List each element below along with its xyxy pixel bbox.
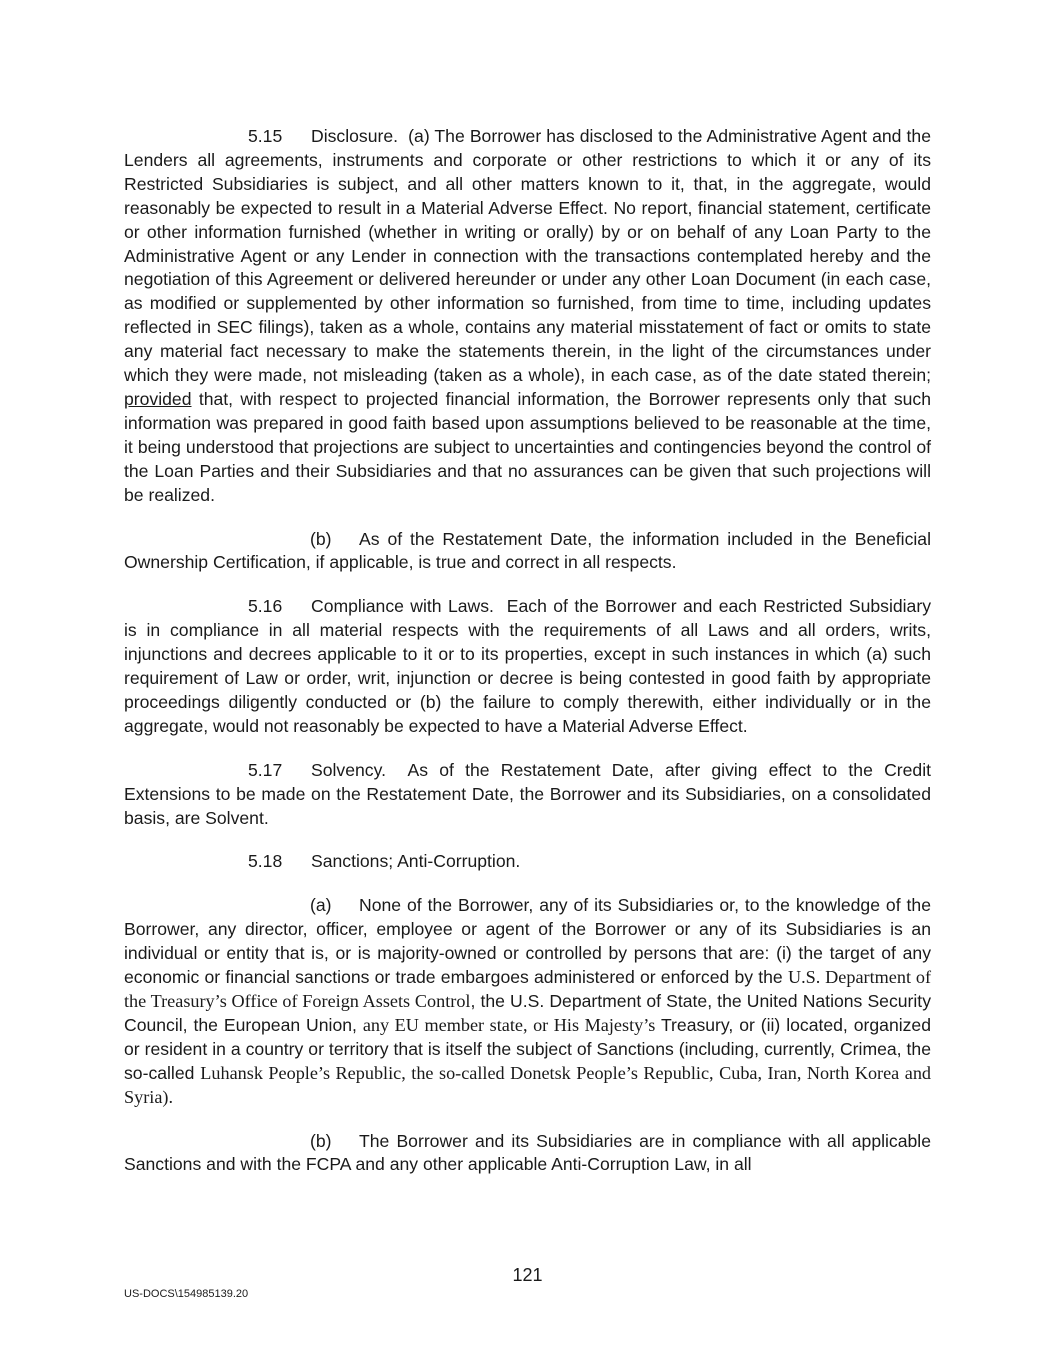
section-text: (a) The Borrower has disclosed to the Administrative Agent and the Lenders all agreements, instruments and corporate or other restrictions to which it or any of its Restricted Subsidiaries is subject, and all other matters known to it, that, in the aggregate, would reasonably be expected to result in a Material Adverse Effect. No report, financial statement, certificate or other information furnished (whether in writing or orally) by or on behalf of any Loan Party to the Administrative Agent or any Lender in connection with the transactions contemplated hereby and the negotiation of this Agreement or delivered hereunder or under any other Loan Document (in each case, as modified or supplemented by other information so furnished, from time to time, including updates reflected in SEC filings), taken as a whole, contains any material misstatement of fact or omits to state any material fact necessary to make the statements therein, in the light of the circumstances under which they were made, not misleading (taken as a whole), in each case, as of the date stated therein; [124,126,931,386]
provided-term: provided [124,388,192,409]
section-5-16-paragraph [124,595,931,738]
section-5-18-b-paragraph [124,1130,931,1178]
clause-label: (b) [310,528,332,549]
section-5-15-paragraph [124,125,931,508]
section-number: 5.17 [248,759,283,780]
section-number: 5.18 [248,851,283,872]
section-text: As of the Restatement Date, after giving effect to the Credit Extensions to be made on the Restatement Date, the Borrower and its Subsidiaries, on a consolidated basis, are Solvent. [124,759,931,828]
section-number: 5.15 [248,126,283,146]
section-5-15-b-paragraph [124,528,931,576]
section-5-18-heading [124,850,931,874]
section-text: Each of the Borrower and each Restricted Subsidiary is in compliance in all material respects with the requirements of all Laws and all orders, writs, injunctions and decrees applicable to it or to its properties, except in such instances in which (a) such requirement of Law or order, writ, injunction or decree is being contested in good faith by appropriate proceedings diligently conducted or (b) the failure to comply therewith, either individually or in the aggregate, would not reasonably be expected to have a Material Adverse Effect. [124,596,931,736]
clause-text: , the U.S. Department of State, the United Nations Security Council, the European Union, [124,991,931,1035]
section-title: Compliance with Laws. [311,596,494,617]
clause-label: (a) [310,895,332,916]
section-title: Sanctions; Anti-Corruption. [311,851,521,872]
section-number: 5.16 [248,596,283,617]
clause-text-serif: Luhansk People’s Republic, the so-called Donetsk People’s Republic, Cuba, Iran, North Korea and Syria). [124,1062,932,1107]
page-number: 121 [512,1265,543,1285]
section-5-18-a-paragraph [124,894,931,1109]
document-body [124,125,931,1177]
section-title: Disclosure. [311,126,399,146]
clause-text: The Borrower and its Subsidiaries are in compliance with all applicable Sanctions and with the FCPA and any other applicable Anti-Corruption Law, in all [124,1130,931,1175]
clause-text-serif: any EU member state, or His Majesty’s [362,1014,656,1035]
clause-text: As of the Restatement Date, the information included in the Beneficial Ownership Certification, if applicable, is true and correct in all respects. [124,528,931,573]
section-5-17-paragraph [124,759,931,831]
clause-text: None of the Borrower, any of its Subsidiaries or, to the knowledge of the Borrower, any director, officer, employee or agent of the Borrower or any of its Subsidiaries is an individual or entity that is, or is majority-owned or controlled by persons that are: (i) the target of any economic or financial sanctions or trade embargoes administered or enforced by the [124,895,931,988]
clause-text: Treasury, or (ii) located, organized or resident in a country or territory that is itself the subject of Sanctions (including, currently, Crimea, the so-called [124,1014,932,1083]
clause-text-serif: U.S. Department of the Treasury’s Office of Foreign Assets Control [124,967,932,1011]
document-id: US-DOCS\154985139.20 [124,1288,249,1300]
clause-label: (b) [310,1130,332,1151]
section-title: Solvency. [311,759,386,780]
section-text: that, with respect to projected financial information, the Borrower represents only that such information was prepared in good faith based upon assumptions believed to be reasonable at the time, it being understood that projections are subject to uncertainties and contingencies beyond the control of the Loan Parties and their Subsidiaries and that no assurances can be given that such projections will be realized. [124,388,931,505]
